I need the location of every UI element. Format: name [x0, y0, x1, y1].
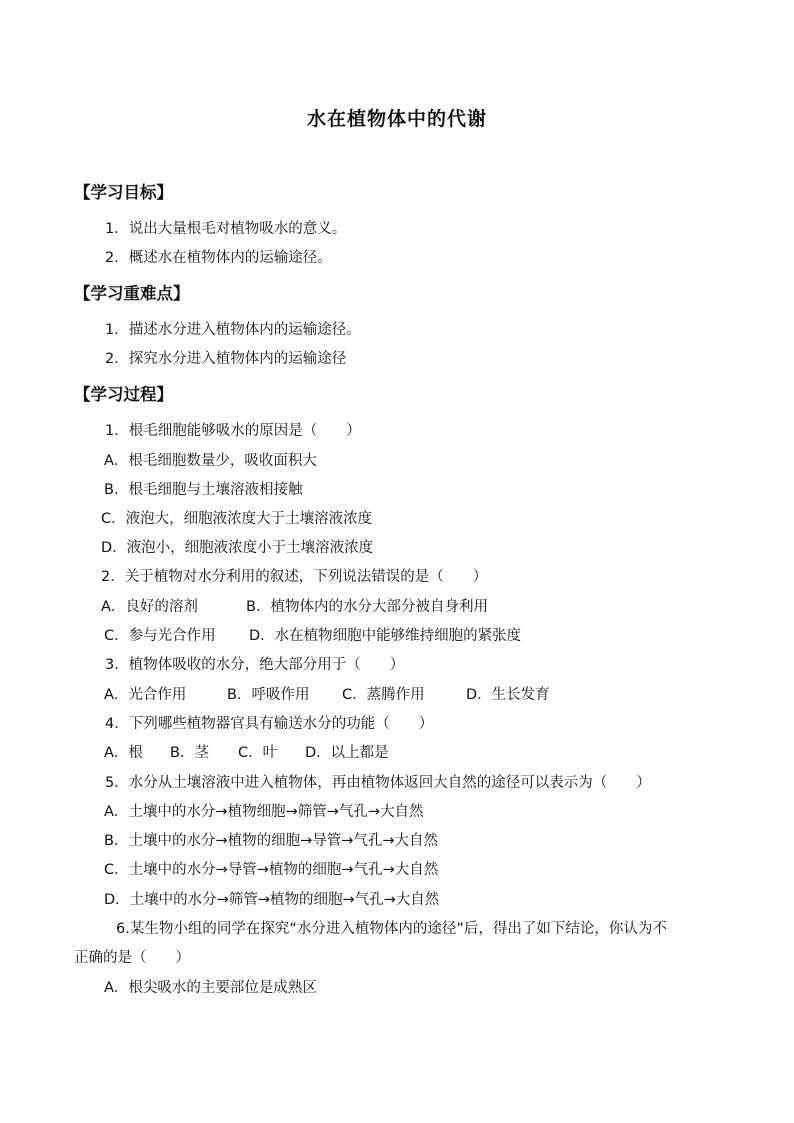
question-4-option-d: D．以上都是 — [305, 745, 389, 761]
question-5-stem: 5．水分从土壤溶液中进入植物体，再由植物体返回大自然的途径可以表示为（ ） — [105, 775, 651, 791]
question-6-stem-line-1: 6.某生物小组的同学在探究“水分进入植物体内的途径”后，得出了如下结论，你认为不 — [116, 921, 667, 937]
question-1-option-d: D．液泡小，细胞液浓度小于土壤溶液浓度 — [101, 540, 374, 556]
goal-item-2: 2．概述水在植物体内的运输途径。 — [105, 250, 332, 266]
question-2-option-a: A．良好的溶剂 — [101, 599, 198, 615]
question-5-option-b: B．土壤中的水分→植物的细胞→导管→气孔→大自然 — [104, 833, 439, 849]
page-title: 水在植物体中的代谢 — [306, 108, 487, 130]
key-point-item-1: 1．描述水分进入植物体内的运输途径。 — [105, 322, 361, 338]
question-1-option-b: B．根毛细胞与土壤溶液相接触 — [104, 482, 303, 498]
question-6-option-a: A．根尖吸水的主要部位是成熟区 — [104, 980, 317, 996]
question-4-stem: 4．下列哪些植物器官具有输送水分的功能（ ） — [105, 716, 434, 732]
question-3-option-b: B．呼吸作用 — [227, 687, 310, 703]
key-point-item-2: 2．探究水分进入植物体内的运输途径 — [105, 351, 347, 367]
question-4-option-a: A．根 — [104, 745, 143, 761]
question-2-option-d: D．水在植物细胞中能够维持细胞的紧张度 — [249, 628, 522, 644]
question-5-option-a: A．土壤中的水分→植物细胞→筛管→气孔→大自然 — [104, 804, 424, 820]
section-heading-key-points: 【学习重难点】 — [74, 284, 190, 303]
section-heading-process: 【学习过程】 — [74, 385, 173, 404]
section-heading-goals: 【学习目标】 — [74, 183, 173, 202]
question-3-stem: 3．植物体吸收的水分，绝大部分用于（ ） — [105, 657, 405, 673]
question-3-option-c: C．蒸腾作用 — [342, 687, 425, 703]
question-3-options-row — [0, 685, 794, 705]
question-1-option-c: C．液泡大，细胞液浓度大于土壤溶液浓度 — [101, 511, 373, 527]
goal-item-1: 1．说出大量根毛对植物吸水的意义。 — [105, 221, 347, 237]
question-2-options-row-2 — [0, 626, 794, 646]
question-2-options-row-1 — [0, 597, 794, 617]
question-6-stem-line-2: 正确的是（ ） — [74, 950, 190, 966]
question-2-stem: 2．关于植物对水分利用的叙述，下列说法错误的是（ ） — [101, 569, 488, 585]
question-1-option-a: A．根毛细胞数量少，吸收面积大 — [104, 453, 317, 469]
question-3-option-a: A．光合作用 — [104, 687, 187, 703]
question-2-option-b: B．植物体内的水分大部分被自身利用 — [246, 599, 488, 615]
question-4-options-row — [0, 743, 794, 763]
question-1-stem: 1．根毛细胞能够吸水的原因是（ ） — [105, 423, 361, 439]
question-2-option-c: C．参与光合作用 — [104, 628, 216, 644]
question-3-option-d: D．生长发育 — [466, 687, 550, 703]
question-4-option-b: B．茎 — [170, 745, 209, 761]
question-5-option-d: D．土壤中的水分→筛管→植物的细胞→气孔→大自然 — [104, 892, 440, 908]
question-5-option-c: C．土壤中的水分→导管→植物的细胞→气孔→大自然 — [104, 862, 439, 878]
question-4-option-c: C．叶 — [238, 745, 278, 761]
